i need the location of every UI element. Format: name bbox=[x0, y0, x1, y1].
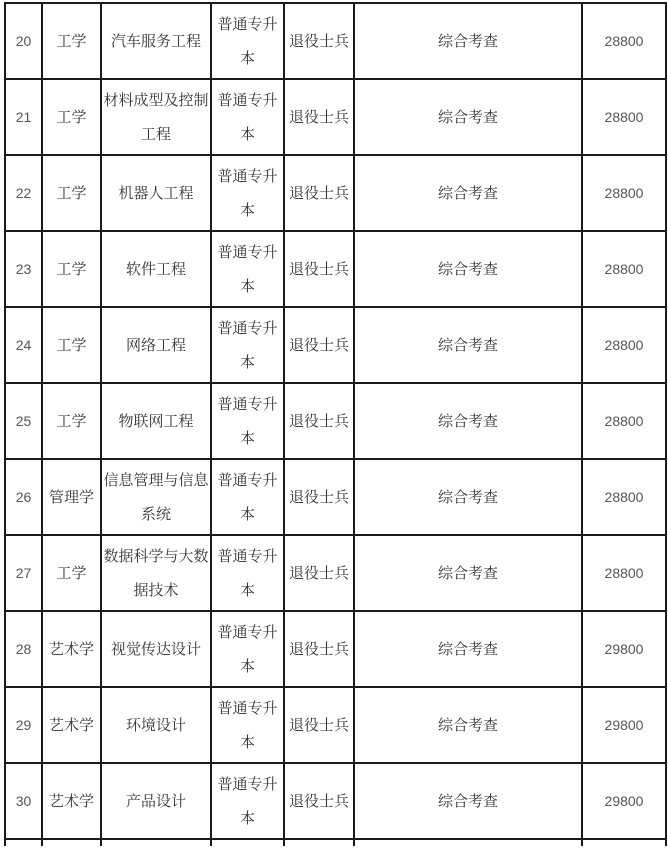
row-number: 21 bbox=[5, 79, 42, 155]
tuition-fee: 28800 bbox=[582, 535, 666, 611]
tuition-fee: 28800 bbox=[582, 383, 666, 459]
applicant-type: 退役士兵 bbox=[284, 763, 354, 839]
applicant-type: 退役士兵 bbox=[284, 383, 354, 459]
applicant-type: 退役士兵 bbox=[284, 459, 354, 535]
row-number: 24 bbox=[5, 307, 42, 383]
discipline-category: 工学 bbox=[42, 155, 101, 231]
applicant-type: 退役士兵 bbox=[284, 307, 354, 383]
exam-method: 综合考查 bbox=[354, 383, 582, 459]
admissions-table bbox=[4, 2, 667, 846]
exam-method: 综合考查 bbox=[354, 763, 582, 839]
discipline-category: 艺术学 bbox=[42, 687, 101, 763]
table-cell bbox=[284, 839, 354, 846]
study-level: 普通专升本 bbox=[211, 307, 284, 383]
tuition-fee: 28800 bbox=[582, 307, 666, 383]
tuition-fee: 28800 bbox=[582, 459, 666, 535]
table-row bbox=[5, 611, 666, 687]
table-row bbox=[5, 231, 666, 307]
table-cell bbox=[211, 839, 284, 846]
major-name: 数据科学与大数据技术 bbox=[101, 535, 211, 611]
study-level: 普通专升本 bbox=[211, 383, 284, 459]
discipline-category: 工学 bbox=[42, 383, 101, 459]
table-cell bbox=[5, 839, 42, 846]
tuition-fee: 28800 bbox=[582, 3, 666, 79]
row-number: 22 bbox=[5, 155, 42, 231]
table-row bbox=[5, 535, 666, 611]
major-name: 视觉传达设计 bbox=[101, 611, 211, 687]
row-number: 26 bbox=[5, 459, 42, 535]
row-number: 29 bbox=[5, 687, 42, 763]
row-number: 20 bbox=[5, 3, 42, 79]
applicant-type: 退役士兵 bbox=[284, 687, 354, 763]
exam-method: 综合考查 bbox=[354, 307, 582, 383]
tuition-fee: 28800 bbox=[582, 155, 666, 231]
major-name: 软件工程 bbox=[101, 231, 211, 307]
applicant-type: 退役士兵 bbox=[284, 231, 354, 307]
tuition-fee: 29800 bbox=[582, 611, 666, 687]
table-row bbox=[5, 459, 666, 535]
tuition-fee: 28800 bbox=[582, 231, 666, 307]
study-level: 普通专升本 bbox=[211, 79, 284, 155]
table-row-partial bbox=[5, 839, 666, 846]
tuition-fee: 28800 bbox=[582, 79, 666, 155]
row-number: 30 bbox=[5, 763, 42, 839]
row-number: 25 bbox=[5, 383, 42, 459]
exam-method: 综合考查 bbox=[354, 155, 582, 231]
table-row bbox=[5, 3, 666, 79]
table-row bbox=[5, 687, 666, 763]
row-number: 23 bbox=[5, 231, 42, 307]
major-name: 网络工程 bbox=[101, 307, 211, 383]
exam-method: 综合考查 bbox=[354, 231, 582, 307]
major-name: 机器人工程 bbox=[101, 155, 211, 231]
major-name: 物联网工程 bbox=[101, 383, 211, 459]
major-name: 材料成型及控制工程 bbox=[101, 79, 211, 155]
discipline-category: 工学 bbox=[42, 231, 101, 307]
table-row bbox=[5, 383, 666, 459]
table-row bbox=[5, 79, 666, 155]
table-row bbox=[5, 155, 666, 231]
major-name: 汽车服务工程 bbox=[101, 3, 211, 79]
discipline-category: 艺术学 bbox=[42, 611, 101, 687]
major-name: 信息管理与信息系统 bbox=[101, 459, 211, 535]
exam-method: 综合考查 bbox=[354, 459, 582, 535]
applicant-type: 退役士兵 bbox=[284, 79, 354, 155]
applicant-type: 退役士兵 bbox=[284, 611, 354, 687]
table-cell bbox=[42, 839, 101, 846]
applicant-type: 退役士兵 bbox=[284, 535, 354, 611]
table-cell bbox=[354, 839, 582, 846]
discipline-category: 管理学 bbox=[42, 459, 101, 535]
tuition-fee: 29800 bbox=[582, 763, 666, 839]
discipline-category: 工学 bbox=[42, 3, 101, 79]
study-level: 普通专升本 bbox=[211, 459, 284, 535]
applicant-type: 退役士兵 bbox=[284, 155, 354, 231]
applicant-type: 退役士兵 bbox=[284, 3, 354, 79]
exam-method: 综合考查 bbox=[354, 687, 582, 763]
row-number: 28 bbox=[5, 611, 42, 687]
discipline-category: 工学 bbox=[42, 535, 101, 611]
discipline-category: 艺术学 bbox=[42, 763, 101, 839]
table-cell bbox=[101, 839, 211, 846]
exam-method: 综合考查 bbox=[354, 79, 582, 155]
study-level: 普通专升本 bbox=[211, 155, 284, 231]
exam-method: 综合考查 bbox=[354, 535, 582, 611]
study-level: 普通专升本 bbox=[211, 231, 284, 307]
exam-method: 综合考查 bbox=[354, 3, 582, 79]
major-name: 环境设计 bbox=[101, 687, 211, 763]
discipline-category: 工学 bbox=[42, 79, 101, 155]
table-row bbox=[5, 763, 666, 839]
tuition-fee: 29800 bbox=[582, 687, 666, 763]
discipline-category: 工学 bbox=[42, 307, 101, 383]
table-row bbox=[5, 307, 666, 383]
study-level: 普通专升本 bbox=[211, 3, 284, 79]
major-name: 产品设计 bbox=[101, 763, 211, 839]
study-level: 普通专升本 bbox=[211, 535, 284, 611]
study-level: 普通专升本 bbox=[211, 611, 284, 687]
table-cell bbox=[582, 839, 666, 846]
study-level: 普通专升本 bbox=[211, 763, 284, 839]
exam-method: 综合考查 bbox=[354, 611, 582, 687]
study-level: 普通专升本 bbox=[211, 687, 284, 763]
row-number: 27 bbox=[5, 535, 42, 611]
